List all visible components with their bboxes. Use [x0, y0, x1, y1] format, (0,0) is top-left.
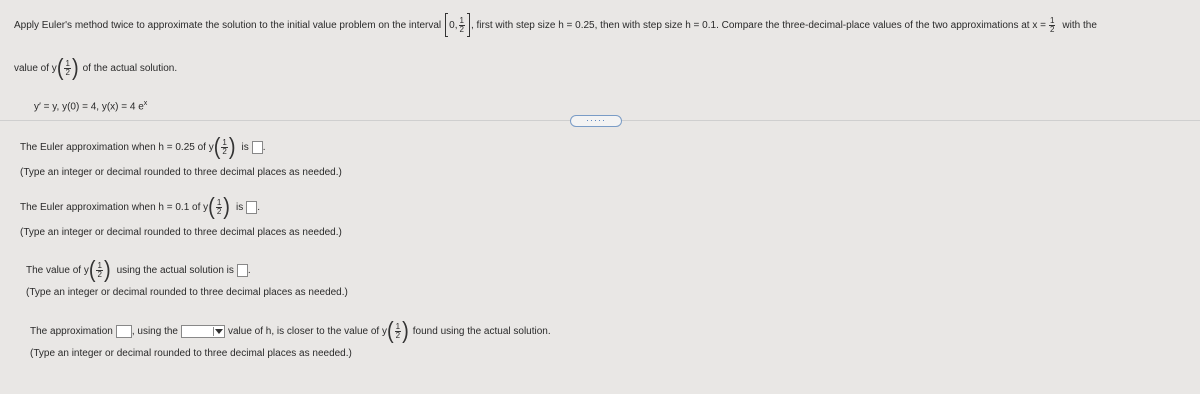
q4-post: found using the actual solution. [412, 325, 551, 337]
interval-right-bracket [467, 13, 470, 37]
fraction-denominator: 2 [459, 24, 464, 34]
fraction-numerator: 1 [216, 197, 222, 207]
right-paren: ) [103, 257, 111, 283]
q3-post: using the actual solution is [116, 264, 234, 276]
right-paren: ) [223, 194, 230, 220]
q1-fraction [221, 139, 227, 156]
fraction-numerator: 1 [222, 137, 227, 147]
q4-mid2: value of h, is closer to the value of y [227, 325, 387, 337]
fraction-numerator: 1 [65, 58, 70, 68]
fraction-numerator: 1 [97, 260, 102, 270]
q1-line [20, 134, 266, 160]
left-paren: ( [88, 257, 96, 283]
q4-mid1: , using the [131, 325, 178, 337]
q3-hint: (Type an integer or decimal rounded to three decimal places as needed.) [26, 287, 348, 298]
q2-is: is [235, 201, 244, 213]
q2-answer-input[interactable] [246, 201, 257, 214]
q4-hint: (Type an integer or decimal rounded to three decimal places as needed.) [30, 348, 352, 359]
right-paren: ) [228, 134, 236, 160]
fraction-denominator: 2 [97, 269, 102, 279]
q2-line [20, 194, 260, 220]
fraction-numerator: 1 [395, 321, 401, 331]
chevron-down-icon[interactable] [213, 327, 223, 336]
left-paren: ( [386, 318, 394, 344]
interval-start: 0, [449, 19, 458, 31]
period: . [257, 201, 260, 213]
interval-left-bracket [445, 13, 448, 37]
left-paren: ( [213, 134, 221, 160]
step-size-select[interactable] [181, 325, 225, 338]
expand-more-button[interactable]: ····· [570, 115, 622, 127]
fraction-denominator: 2 [395, 330, 401, 340]
q2-hint: (Type an integer or decimal rounded to three decimal places as needed.) [20, 227, 342, 238]
period: . [247, 264, 251, 276]
fraction-denominator: 2 [1049, 24, 1055, 34]
fraction-denominator: 2 [222, 146, 227, 156]
equation-text: y′ = y, y(0) = 4, y(x) = 4 e [34, 101, 144, 113]
q1-text: The Euler approximation when h = 0.25 of y [20, 141, 214, 153]
q3-text: The value of y [26, 264, 89, 276]
fraction-numerator: 1 [459, 15, 464, 25]
equation-exponent: x [143, 100, 148, 107]
x-value-fraction [1049, 17, 1055, 34]
problem-statement-line2 [14, 56, 177, 80]
q4-line [30, 318, 551, 344]
ivp-equation [34, 100, 147, 112]
left-paren: ( [208, 194, 215, 220]
q1-is: is [241, 141, 249, 153]
q3-line [26, 257, 251, 283]
q4-answer-input[interactable] [116, 325, 132, 338]
q1-answer-input[interactable] [252, 141, 263, 154]
q2-text: The Euler approximation when h = 0.1 of y [20, 201, 209, 213]
line2-post: of the actual solution. [82, 62, 178, 74]
line2-pre: value of y [14, 62, 57, 74]
problem-intro: Apply Euler's method twice to approximate the solution to the initial value problem on the interval [14, 19, 442, 31]
period: . [262, 141, 266, 153]
q3-answer-input[interactable] [237, 264, 248, 277]
line2-fraction [64, 60, 70, 77]
problem-tail: with the [1062, 19, 1097, 31]
right-paren: ) [71, 55, 79, 81]
q4-text: The approximation [30, 325, 113, 337]
q4-fraction [395, 323, 401, 340]
problem-middle: , first with step size h = 0.25, then with step size h = 0.1. Compare the three-decimal-place values of the two approximations at x = [470, 19, 1046, 31]
left-paren: ( [56, 55, 64, 81]
fraction-denominator: 2 [65, 67, 70, 77]
q2-fraction [216, 199, 222, 216]
problem-statement-line1 [14, 10, 1097, 40]
interval-end-fraction [459, 17, 465, 34]
fraction-denominator: 2 [216, 206, 222, 216]
right-paren: ) [402, 318, 409, 344]
fraction-numerator: 1 [1049, 15, 1055, 25]
q1-hint: (Type an integer or decimal rounded to three decimal places as needed.) [20, 167, 342, 178]
q3-fraction [96, 262, 102, 279]
